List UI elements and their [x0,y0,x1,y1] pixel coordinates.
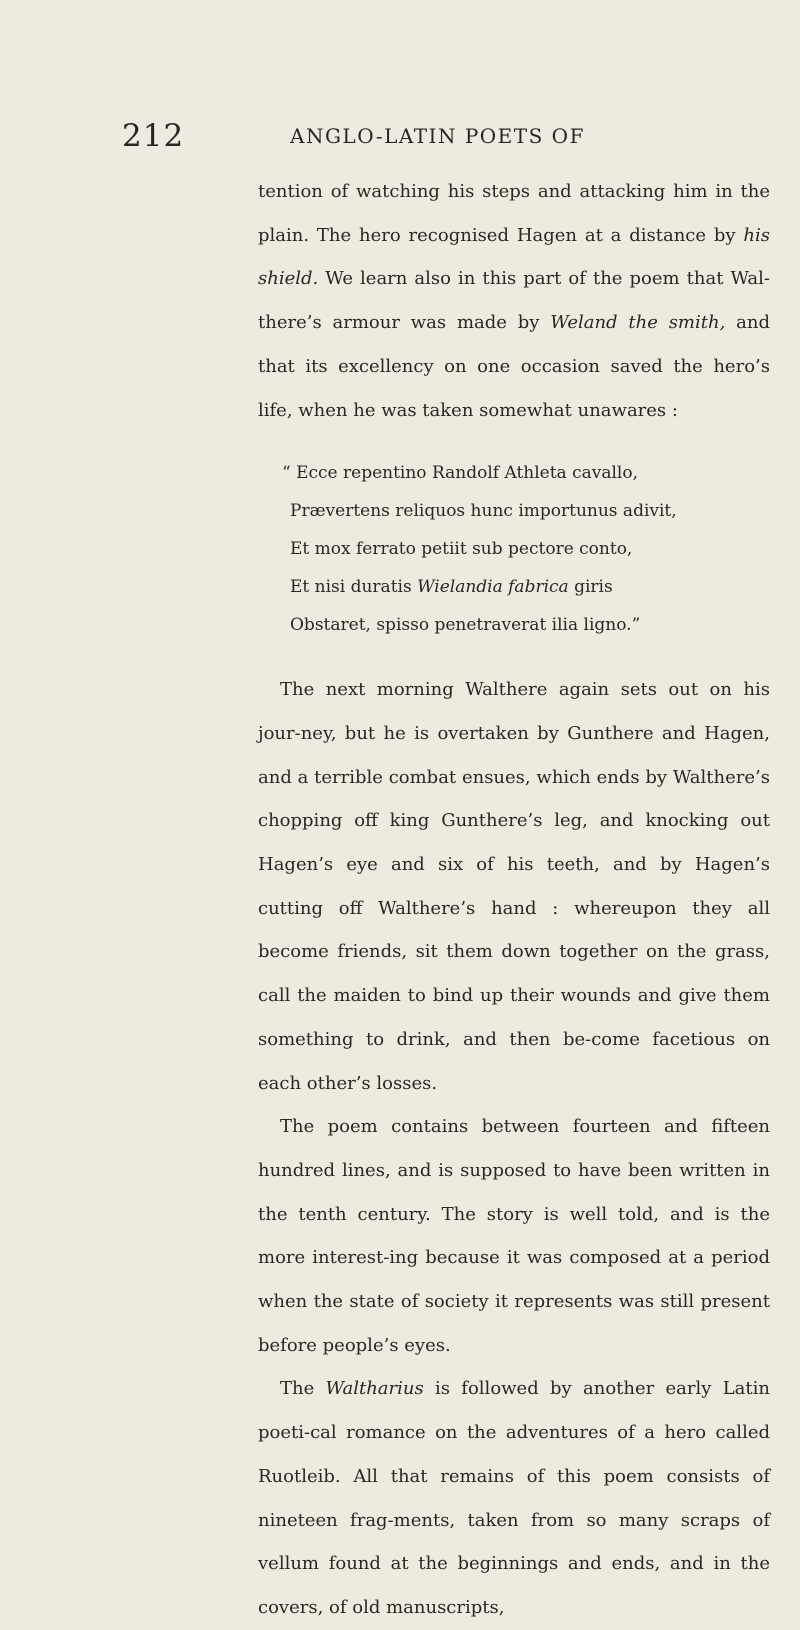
text-run: is followed by another early Latin poeti-cal romance on the adventures of a hero called Ruotleib. All that remains of this poem consists of nineteen frag-ments, taken from so many scraps of vellum found at the beginnings and ends, and in the covers, of old manuscripts, [258,1378,770,1618]
verse-quotation [258,454,770,644]
body-text [258,170,770,1630]
verse-line-3: Et mox ferrato petiit sub pectore conto, [290,539,633,560]
verse-line-1: “ Ecce repentino Randolf Athleta cavallo, [282,463,639,484]
paragraph-1 [258,170,770,432]
italic-run: Wielandia fabrica [417,577,569,598]
text-run: and that its excellency on one occasion saved the hero’s life, when he was taken somewhat unawares : [258,312,770,421]
text-run: Et nisi duratis [290,577,418,598]
paragraph-3: The poem contains between fourteen and fifteen hundred lines, and is supposed to have been written in the tenth century. The story is well told, and is the more interest-ing because it was composed at a period when the state of society it represents was still present before people’s eyes. [258,1116,770,1356]
paragraph-4 [258,1367,770,1629]
paragraph-2: The next morning Walthere again sets out on his jour-ney, but he is overtaken by Gunthere and Hagen, and a terrible combat ensues, which ends by Walthere’s chopping off king Gunthere’s leg, and knocking out Hagen’s eye and six of his teeth, and by Hagen’s cutting off Walthere’s hand : whereupon they all become friends, sit them down together on the grass, call the maiden to bind up their wounds and give them something to drink, and then be-come facetious on each other’s losses. [258,679,770,1094]
italic-run: his shield. [258,224,770,290]
text-run: tention of watching his steps and attacking him in the plain. The hero recognised Hagen at a distance by [258,181,770,246]
page-number: 212 [122,118,185,154]
text-run: The [280,1378,326,1400]
page-header [0,118,800,152]
verse-line-2: Prævertens reliquos hunc importunus adivit, [290,501,677,522]
italic-run: Waltharius [325,1378,424,1400]
verse-line-5: Obstaret, spisso penetraverat ilia ligno.” [290,615,641,636]
verse-line-4 [290,568,770,606]
running-head: ANGLO-LATIN POETS OF [290,124,585,148]
text-run: giris [568,577,613,598]
italic-run: Weland the smith, [550,312,726,334]
text-run: We learn also in this part of the poem that Wal-there’s armour was made by [258,268,770,334]
